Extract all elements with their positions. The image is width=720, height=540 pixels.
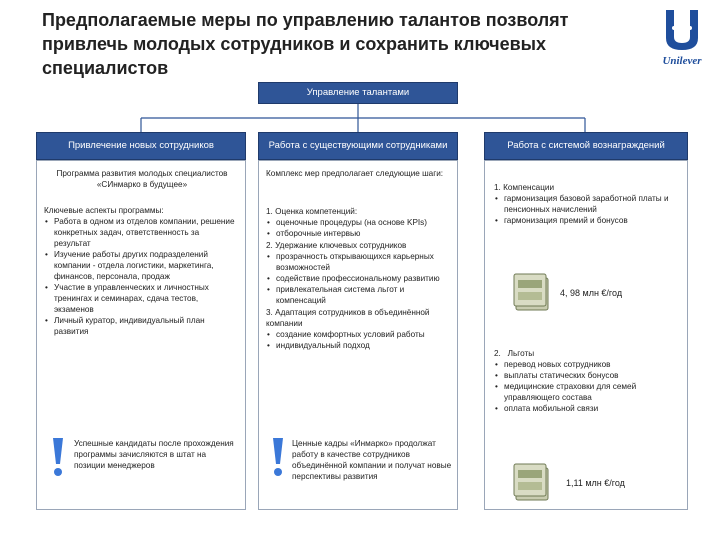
col3-s2-title: 2. Льготы: [494, 349, 535, 358]
col1-aspects-title: Ключевые аспекты программы:: [44, 206, 164, 215]
talent-management-box: Управление талантами: [258, 82, 458, 104]
list-item: • медицинские страховки для семей управляющего состава: [494, 381, 682, 403]
exclamation-icon: [50, 436, 66, 478]
list-item: • Участие в управленческих и личностных тренингах и семинарах, сдача тестов, экзаменов: [44, 282, 236, 315]
list-item: • отборочные интервью: [266, 228, 452, 239]
list-item: • оценочные процедуры (на основе KPIs): [266, 217, 452, 228]
money-stack-icon: [512, 460, 552, 504]
col2-steps: [266, 205, 452, 351]
col2-step3-title: 3. Адаптация сотрудников в объединённой компании: [266, 308, 430, 328]
col3-amount2: 1,11 млн €/год: [566, 478, 625, 488]
list-item: • Работа в одном из отделов компании, решение конкретных задач, ответственность за результат: [44, 216, 236, 249]
col1-note: Успешные кандидаты после прохождения программы зачисляются в штат на позиции менеджеров: [74, 439, 234, 470]
exclamation-icon: [270, 436, 286, 478]
list-item: • Личный куратор, индивидуальный план развития: [44, 315, 236, 337]
list-item: • привлекательная система льгот и компенсаций: [266, 284, 452, 306]
list-item: • перевод новых сотрудников: [494, 359, 682, 370]
list-item: • гармонизация базовой заработной платы и пенсионных начислений: [494, 193, 682, 215]
col3-s1-title: 1. Компенсации: [494, 183, 555, 192]
col3-compensation: [494, 182, 682, 226]
money-stack-icon: [512, 270, 552, 314]
col3-amount1: 4, 98 млн €/год: [560, 288, 623, 298]
page-title: Предполагаемые меры по управлению талантов позволят привлечь молодых сотрудников и сохранить ключевых специалистов: [42, 10, 569, 78]
col1-header: Привлечение новых сотрудников: [36, 132, 246, 160]
col2-step1-title: 1. Оценка компетенций:: [266, 207, 358, 216]
list-item: • создание комфортных условий работы: [266, 329, 452, 340]
list-item: • прозрачность открывающихся карьерных возможностей: [266, 251, 452, 273]
list-item: • гармонизация премий и бонусов: [494, 215, 682, 226]
list-item: • содействие профессиональному развитию: [266, 273, 452, 284]
col2-note: Ценные кадры «Инмарко» продолжат работу в качестве сотрудников объединённой компании и получат новые перспективы развития: [292, 439, 452, 481]
col2-intro: Комплекс мер предполагает следующие шаги:: [266, 169, 444, 178]
col3-header: Работа с системой вознаграждений: [484, 132, 688, 160]
col3-benefits: [494, 348, 682, 414]
col2-header: Работа с существующими сотрудниками: [258, 132, 458, 160]
logo-text: Unilever: [662, 55, 702, 67]
col1-aspects: [44, 205, 236, 337]
list-item: • оплата мобильной связи: [494, 403, 682, 414]
list-item: • выплаты статических бонусов: [494, 370, 682, 381]
col1-intro: Программа развития молодых специалистов «СИнмарко в будущее»: [56, 169, 228, 189]
list-item: • Изучение работы других подразделений компании - отдела логистики, маркетинга, финансов, персонала, продаж: [44, 249, 236, 282]
col2-step2-title: 2. Удержание ключевых сотрудников: [266, 241, 407, 250]
list-item: • индивидуальный подход: [266, 340, 452, 351]
